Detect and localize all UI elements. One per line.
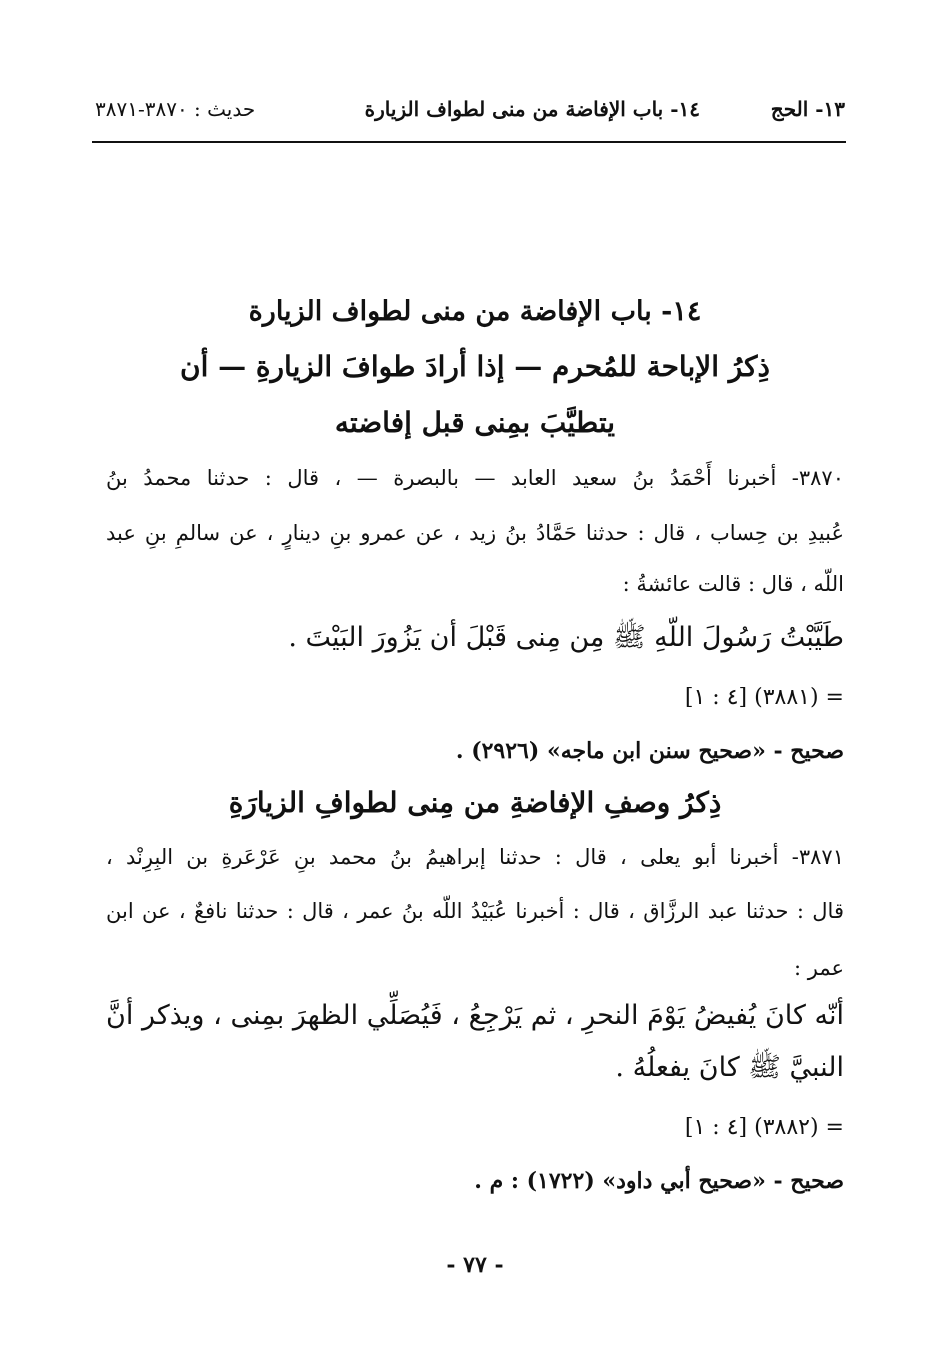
- hadith-2-matn-line-2: النبيَّ ﷺ كانَ يفعلُهُ .: [615, 1052, 844, 1083]
- subtitle-1-line-1: ذِكرُ الإباحة للمُحرم — إذا أرادَ طوافَ الزيارةِ — أن: [180, 350, 770, 383]
- hadith-1-grade: صحيح - «صحيح سنن ابن ماجه» (٢٩٢٦) .: [455, 738, 844, 764]
- header-rule: [92, 141, 846, 143]
- hadith-1-isnad-line-3: اللّه ، قال : قالت عائشةُ :: [622, 572, 844, 596]
- hadith-2-isnad-line-3: عمر :: [793, 956, 844, 980]
- hadith-2-reference: = (٣٨٨٢) [٤ : ١]: [684, 1115, 844, 1140]
- hadith-2-isnad-line-2: قال : حدثنا عبد الرزَّاق ، قال : أخبرنا عُبَيْدُ اللّه بنُ عمر ، قال : حدثنا نافعٌ ، عن ابن: [106, 899, 844, 923]
- hadith-2-matn-line-1: أنّه كانَ يُفيضُ يَوْمَ النحرِ ، ثم يَرْجِعُ ، فَيُصَلِّي الظهرَ بمِنى ، ويذكر أنَّ: [106, 1000, 844, 1031]
- chapter-title: ١٤- باب الإفاضة من منى لطواف الزيارة: [248, 296, 702, 327]
- hadith-1-reference: = (٣٨٨١) [٤ : ١]: [684, 685, 844, 710]
- page-number: - ٧٧ -: [446, 1252, 504, 1278]
- hadith-1-matn: طَيَّبْتُ رَسُولَ اللّهِ ﷺ مِن مِنى قَبْلَ أن يَزُورَ البَيْتَ .: [288, 622, 844, 653]
- hadith-1-isnad-line-1: ٣٨٧٠- أخبرنا أَحْمَدُ بنُ سعيد العابد — بالبصرة — ، قال : حدثنا محمدُ بنُ: [106, 466, 844, 490]
- hadith-2-isnad-line-1: ٣٨٧١- أخبرنا أبو يعلى ، قال : حدثنا إبراهيمُ بنُ محمد بنِ عَرْعَرةِ بن البِرِنْد ،: [106, 845, 844, 869]
- hadith-2-grade: صحيح - «صحيح أبي داود» (١٧٢٢) : م .: [474, 1168, 844, 1194]
- running-header-chapter: ١٣- الحج: [770, 97, 845, 121]
- running-header-section: ١٤- باب الإفاضة من منى لطواف الزيارة: [364, 97, 700, 121]
- hadith-1-isnad-line-2: عُبيدِ بن حِساب ، قال : حدثنا حَمَّادُ بنُ زيد ، عن عمرو بنِ دينارٍ ، عن سالمِ بنِ عبد: [106, 521, 844, 545]
- subtitle-1-line-2: يتطيَّبَ بمِنى قبل إفاضته: [334, 406, 616, 439]
- subtitle-2: ذِكرُ وصفِ الإفاضةِ من مِنى لطوافِ الزيارَةِ: [228, 786, 722, 819]
- running-header-hadith-range: حديث : ٣٨٧٠-٣٨٧١: [95, 97, 256, 121]
